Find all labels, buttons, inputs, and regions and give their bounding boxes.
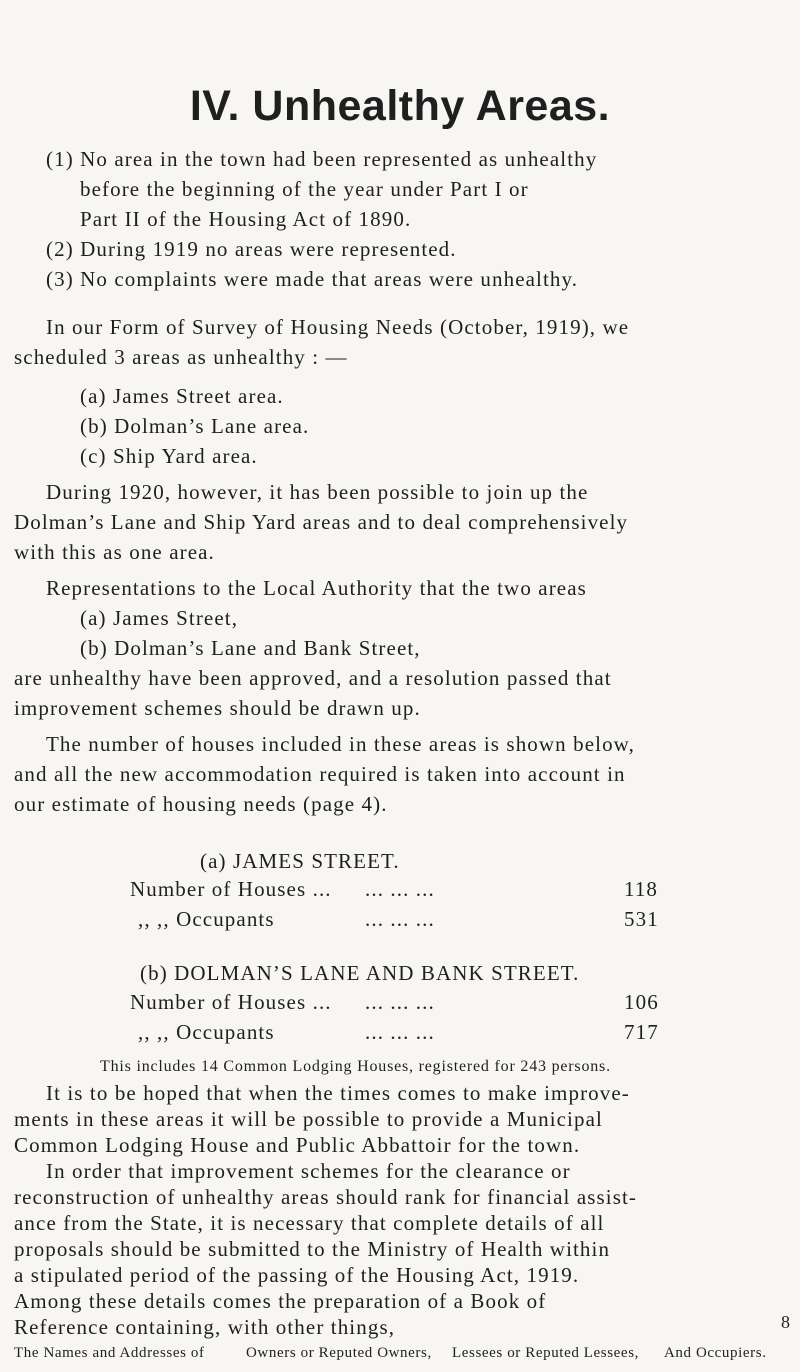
- table-a-row2-dots: ... ... ...: [365, 907, 435, 931]
- representations-item-a: (a) James Street,: [80, 606, 239, 630]
- numbered-item-3: (3) No complaints were made that areas were unhealthy.: [46, 267, 579, 291]
- during-line2: Dolman’s Lane and Ship Yard areas and to deal comprehensively: [14, 510, 629, 534]
- order-line4: proposals should be submitted to the Ministry of Health within: [14, 1237, 611, 1261]
- names-line1: The Names and Addresses of: [14, 1345, 205, 1361]
- representations-line1: Representations to the Local Authority that the two areas: [46, 576, 587, 600]
- table-a-row1-label: Number of Houses ...: [130, 877, 332, 901]
- names-item-3: And Occupiers.: [664, 1345, 767, 1361]
- survey-line2: scheduled 3 areas as unhealthy : —: [14, 345, 348, 369]
- numbered-item-1-line3: Part II of the Housing Act of 1890.: [80, 207, 412, 231]
- numbered-item-2: (2) During 1919 no areas were represented.: [46, 237, 457, 261]
- number-para-line3: our estimate of housing needs (page 4).: [14, 792, 388, 816]
- table-b-note: This includes 14 Common Lodging Houses, registered for 243 persons.: [100, 1058, 611, 1075]
- representations-item-b: (b) Dolman’s Lane and Bank Street,: [80, 636, 421, 660]
- table-b-row2-value: 717: [624, 1020, 659, 1044]
- order-line5: a stipulated period of the passing of the Housing Act, 1919.: [14, 1263, 580, 1287]
- order-line3: ance from the State, it is necessary that complete details of all: [14, 1211, 605, 1235]
- survey-item-c: (c) Ship Yard area.: [80, 444, 258, 468]
- page-number: 8: [781, 1312, 790, 1332]
- hoped-line1: It is to be hoped that when the times comes to make improve-: [46, 1081, 630, 1105]
- numbered-item-1-line2: before the beginning of the year under Part I or: [80, 177, 529, 201]
- survey-line1: In our Form of Survey of Housing Needs (October, 1919), we: [46, 315, 630, 339]
- table-b-row2-label: ,, ,, Occupants: [138, 1020, 275, 1044]
- numbered-item-1-line1: (1) No area in the town had been represented as unhealthy: [46, 147, 598, 171]
- number-para-line2: and all the new accommodation required is taken into account in: [14, 762, 626, 786]
- order-line6: Among these details comes the preparation of a Book of: [14, 1289, 547, 1313]
- order-line7: Reference containing, with other things,: [14, 1315, 396, 1339]
- representations-line2: are unhealthy have been approved, and a resolution passed that: [14, 666, 612, 690]
- table-a-heading: (a) JAMES STREET.: [200, 849, 400, 873]
- survey-item-a: (a) James Street area.: [80, 384, 284, 408]
- table-b-row1-label: Number of Houses ...: [130, 990, 332, 1014]
- table-b-row1-dots: ... ... ...: [365, 990, 435, 1014]
- table-a-row2-label: ,, ,, Occupants: [138, 907, 275, 931]
- table-a-row2-value: 531: [624, 907, 659, 931]
- survey-item-b: (b) Dolman’s Lane area.: [80, 414, 310, 438]
- number-para-line1: The number of houses included in these areas is shown below,: [46, 732, 635, 756]
- names-item-1: Owners or Reputed Owners,: [246, 1345, 432, 1361]
- table-b-heading: (b) DOLMAN’S LANE AND BANK STREET.: [140, 961, 580, 985]
- during-line1: During 1920, however, it has been possible to join up the: [46, 480, 589, 504]
- during-line3: with this as one area.: [14, 540, 215, 564]
- table-b-row1-value: 106: [624, 990, 659, 1014]
- hoped-line2: ments in these areas it will be possible to provide a Municipal: [14, 1107, 603, 1131]
- names-item-2: Lessees or Reputed Lessees,: [452, 1345, 639, 1361]
- table-b-row2-dots: ... ... ...: [365, 1020, 435, 1044]
- order-line2: reconstruction of unhealthy areas should rank for financial assist-: [14, 1185, 638, 1209]
- table-a-row1-dots: ... ... ...: [365, 877, 435, 901]
- representations-line3: improvement schemes should be drawn up.: [14, 696, 421, 720]
- order-line1: In order that improvement schemes for the clearance or: [46, 1159, 571, 1183]
- page-title: IV. Unhealthy Areas.: [189, 82, 611, 130]
- table-a-row1-value: 118: [624, 877, 659, 901]
- hoped-line3: Common Lodging House and Public Abbattoir for the town.: [14, 1133, 581, 1157]
